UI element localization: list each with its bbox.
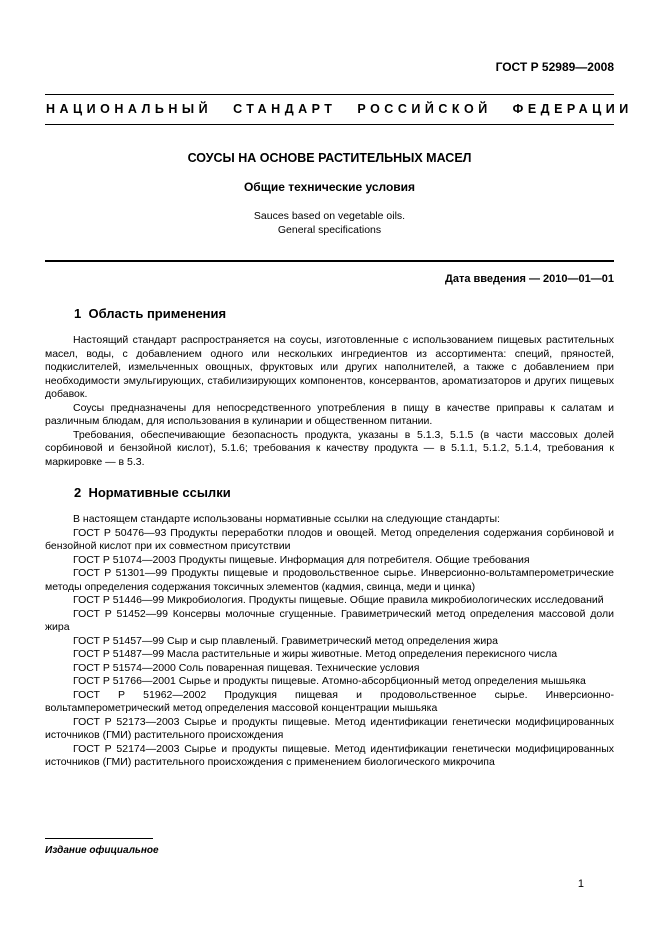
edition-note: Издание официальное <box>45 845 159 856</box>
title-divider <box>45 260 614 262</box>
reference-item: ГОСТ Р 52174—2003 Сырье и продукты пищевые. Метод идентификации генетически модифицированных источников (ГМИ) растительного происхождения с применением биологического микрочипа <box>45 742 614 768</box>
national-standard-banner: НАЦИОНАЛЬНЫЙ СТАНДАРТ РОССИЙСКОЙ ФЕДЕРАЦИИ <box>45 94 614 125</box>
reference-item: ГОСТ Р 51457—99 Сыр и сыр плавленый. Гравиметрический метод определения жира <box>73 634 498 647</box>
title-translation-line-1: Sauces based on vegetable oils. <box>253 210 406 222</box>
footer-divider <box>45 838 153 839</box>
reference-item: ГОСТ Р 51574—2000 Соль поваренная пищевая. Технические условия <box>73 661 420 674</box>
title-block <box>45 151 614 236</box>
section-2-intro: В настоящем стандарте использованы нормативные ссылки на следующие стандарты: <box>73 513 500 525</box>
effective-date: Дата введения — 2010—01—01 <box>445 273 614 285</box>
document-subtitle: Общие технические условия <box>243 180 416 194</box>
section-1-paragraph: Соусы предназначены для непосредственного употребления в пищу в качестве приправы к салатам и различным блюдам, для использования в кулинарии и общественном питании. <box>45 401 614 427</box>
document-body <box>45 306 614 770</box>
reference-item: ГОСТ Р 51452—99 Консервы молочные сгущенные. Гравиметрический метод определения массовой доли жира <box>45 607 614 633</box>
section-2-heading: 2 Нормативные ссылки <box>74 485 231 500</box>
reference-item: ГОСТ Р 50476—93 Продукты переработки плодов и овощей. Метод определения содержания сорбиновой и бензойной кислот при их совместном присутствии <box>45 526 614 552</box>
reference-item: ГОСТ Р 51074—2003 Продукты пищевые. Информация для потребителя. Общие требования <box>73 553 530 566</box>
reference-item: ГОСТ Р 51446—99 Микробиология. Продукты пищевые. Общие правила микробиологических исследований <box>73 594 604 606</box>
reference-item: ГОСТ Р 51766—2001 Сырье и продукты пищевые. Атомно-абсорбционный метод определения мышьяка <box>73 675 586 687</box>
page-number: 1 <box>577 878 584 890</box>
reference-item: ГОСТ Р 51301—99 Продукты пищевые и продовольственное сырье. Инверсионно-вольтамперометрические методы определения содержания токсичных элементов (кадмия, свинца, меди и цинка) <box>45 567 614 593</box>
section-1-paragraph: Настоящий стандарт распространяется на соусы, изготовленные с использованием пищевых растительных масел, воды, с добавлением одного или нескольких ингредиентов из ассортимента: специй, пряностей, подкислителей, измельченных овощных, фруктовых или других наполнителей, а также с добавлением при необходимости эмульгирующих, стабилизирующих компонентов, консервантов, ароматизаторов и других пищевых добавок. <box>45 334 614 400</box>
reference-item: ГОСТ Р 51962—2002 Продукция пищевая и продовольственное сырье. Инверсионно-вольтамперометрический метод определения массовой концентрации мышьяка <box>45 688 614 714</box>
document-title: СОУСЫ НА ОСНОВЕ РАСТИТЕЛЬНЫХ МАСЕЛ <box>187 151 472 165</box>
reference-item: ГОСТ Р 52173—2003 Сырье и продукты пищевые. Метод идентификации генетически модифицированных источников (ГМИ) растительного происхождения <box>45 715 614 741</box>
section-1-heading: 1 Область применения <box>74 306 227 321</box>
reference-item: ГОСТ Р 51487—99 Масла растительные и жиры животные. Метод определения перекисного числа <box>73 648 558 660</box>
title-translation-line-2: General specifications <box>277 224 382 236</box>
section-1-paragraph: Требования, обеспечивающие безопасность продукта, указаны в 5.1.3, 5.1.5 (в части массовых долей сорбиновой и бензойной кислот), 5.1.6; требования к качеству продукта — в 5.1.1, 5.1.2, 5.1.4, требования к маркировке — в 5.3. <box>45 428 614 468</box>
doc-number: ГОСТ Р 52989—2008 <box>495 60 614 74</box>
